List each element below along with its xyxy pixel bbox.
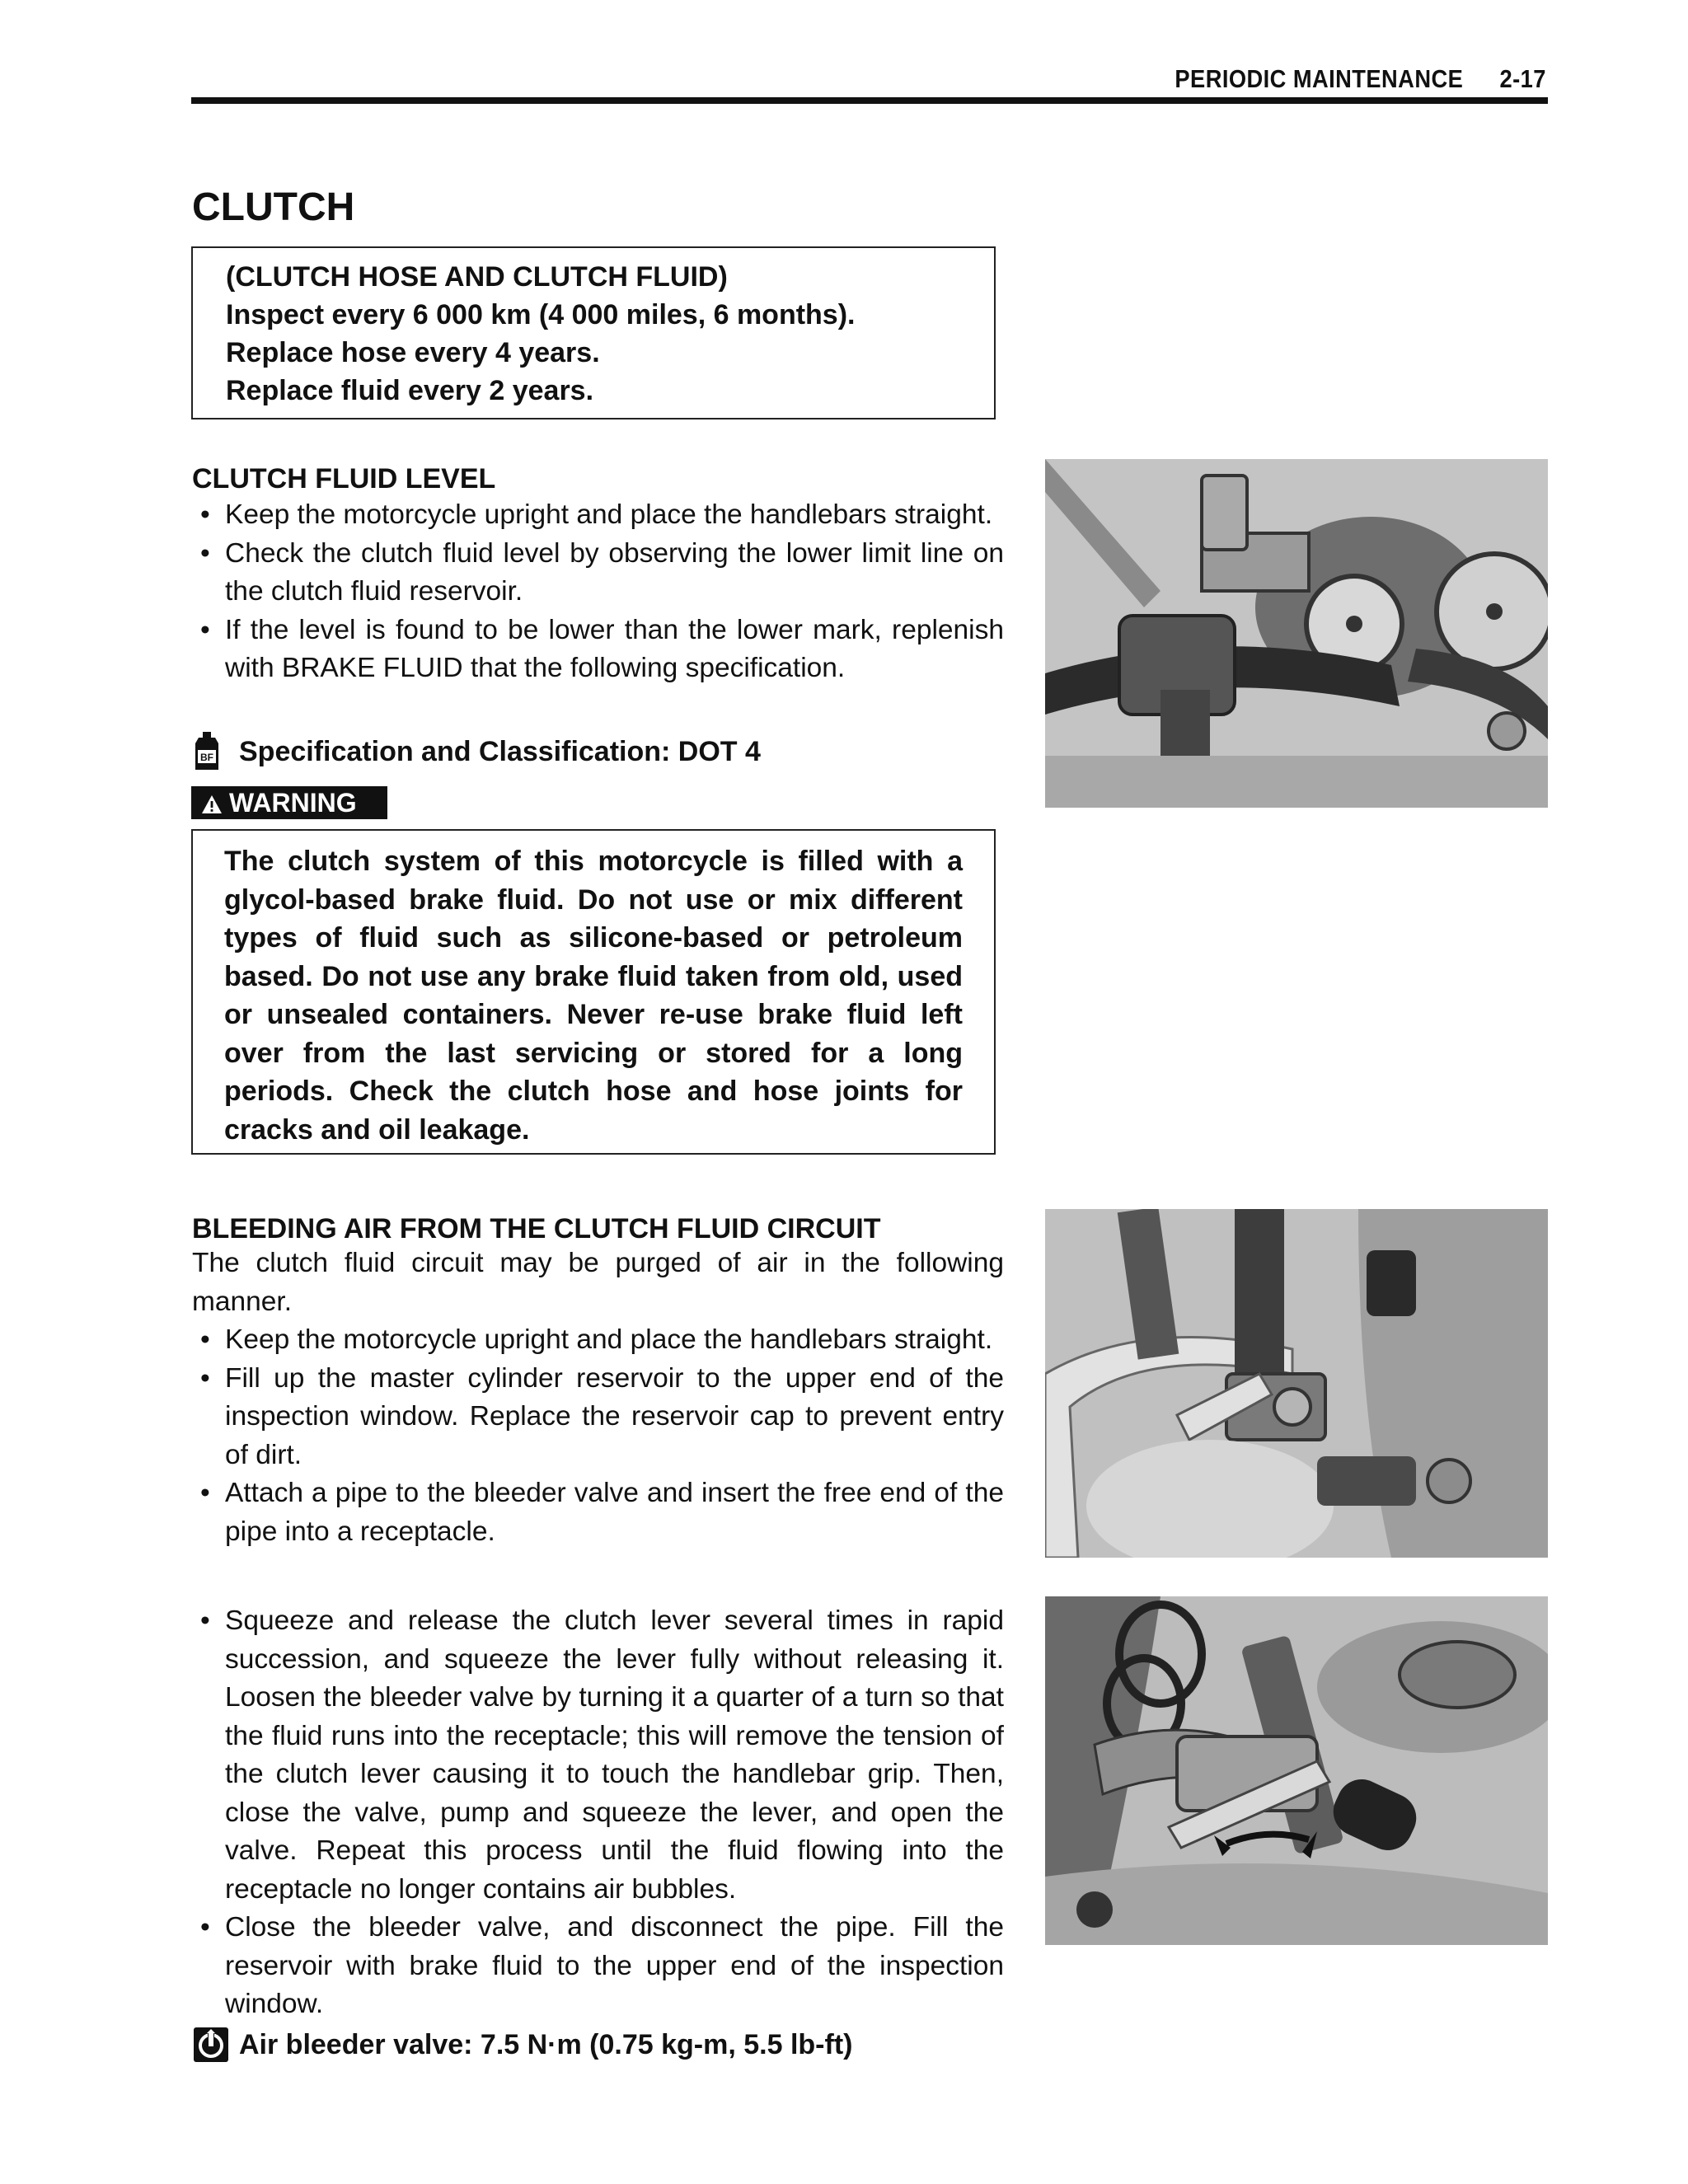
header-page-number: 2-17 xyxy=(1499,64,1546,93)
bf-icon-label: BF xyxy=(200,752,213,763)
interval-line: Replace fluid every 2 years. xyxy=(226,375,594,406)
interval-line: Replace hose every 4 years. xyxy=(226,337,600,368)
list-item: • Check the clutch fluid level by observing the lower limit line on the clutch fluid reservoir. xyxy=(194,535,1004,612)
list-item: • Close the bleeder valve, and disconnect the pipe. Fill the reservoir with brake fluid to the upper end of the inspection window. xyxy=(194,1909,1004,2024)
warning-badge xyxy=(191,786,387,819)
interval-line: (CLUTCH HOSE AND CLUTCH FLUID) xyxy=(226,261,728,293)
warning-text: The clutch system of this motorcycle is filled with a glycol-based brake fluid. Do not use or mix different types of fluid such as silicone-based or petroleum based. Do not use any brake fluid taken from old, used or unsealed containers. Never re-use brake fluid left over from the last servicing or stored for a long periods. Check the clutch hose and hose joints for cracks and oil leakage. xyxy=(224,846,963,1146)
fluid-level-list xyxy=(194,496,1004,688)
torque-spec: Air bleeder valve: 7.5 N·m (0.75 kg-m, 5.5 lb-ft) xyxy=(239,2029,853,2060)
interval-line: Inspect every 6 000 km (4 000 miles, 6 months). xyxy=(226,299,856,330)
header-rule xyxy=(191,97,1548,104)
list-item: • Fill up the master cylinder reservoir to the upper end of the inspection window. Replace the reservoir cap to prevent entry of dirt. xyxy=(194,1360,1004,1475)
fluid-level-heading: CLUTCH FLUID LEVEL xyxy=(192,463,496,494)
bleeding-list-b xyxy=(194,1602,1004,2024)
clutch-lever-photo xyxy=(1045,1596,1548,1945)
running-header xyxy=(1175,64,1546,94)
torque-wrench-icon xyxy=(194,2027,228,2062)
page-title: CLUTCH xyxy=(192,185,355,229)
list-item: • Attach a pipe to the bleeder valve and insert the free end of the pipe into a receptacle. xyxy=(194,1474,1004,1551)
list-item: • Keep the motorcycle upright and place the handlebars straight. xyxy=(194,496,1004,535)
list-item: • Squeeze and release the clutch lever several times in rapid succession, and squeeze the lever fully without releasing it. Loosen the bleeder valve by turning it a quarter of a turn so that the fluid runs into the receptacle; this will remove the tension of the clutch lever causing it to touch the handlebar grip. Then, close the valve, pump and squeeze the lever, and open the valve. Repeat this process until the fluid flowing into the receptacle no longer contains air bubbles. xyxy=(194,1602,1004,1909)
bleeder-valve-photo xyxy=(1045,1209,1548,1558)
handlebar-reservoir-photo xyxy=(1045,459,1548,808)
header-section: PERIODIC MAINTENANCE xyxy=(1175,64,1464,93)
bleeding-list-a xyxy=(194,1321,1004,1551)
warning-triangle-icon xyxy=(201,789,223,822)
warning-label: WARNING xyxy=(229,788,357,818)
list-item: • If the level is found to be lower than the lower mark, replenish with BRAKE FLUID that the following specification. xyxy=(194,612,1004,688)
warning-box xyxy=(191,829,996,1155)
list-item: • Keep the motorcycle upright and place the handlebars straight. xyxy=(194,1321,1004,1360)
inspection-interval-box xyxy=(191,246,996,419)
bleeding-heading: BLEEDING AIR FROM THE CLUTCH FLUID CIRCUIT xyxy=(192,1213,881,1244)
bleeding-intro: The clutch fluid circuit may be purged of air in the following manner. xyxy=(192,1248,1004,1317)
fluid-spec: Specification and Classification: DOT 4 xyxy=(239,736,761,767)
brake-fluid-bottle-icon xyxy=(194,732,220,770)
